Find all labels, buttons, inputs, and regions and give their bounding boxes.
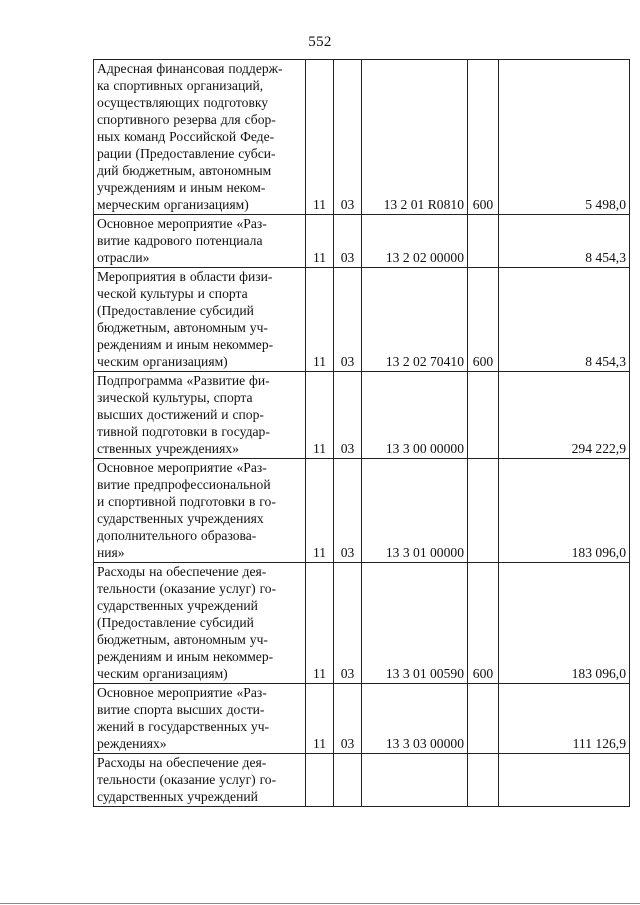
item-name-line: высших достижений и спор- (97, 407, 264, 422)
subsection-cell: 03 (334, 268, 362, 372)
item-name-line: сударственных учреждений (97, 789, 258, 804)
item-name-line: дополнительного образова- (97, 528, 257, 543)
table-row (94, 754, 630, 807)
expense-type-cell (468, 372, 499, 459)
amount-cell: 183 096,0 (499, 459, 630, 563)
item-name-line: реждениям и иным некоммер- (97, 337, 274, 352)
item-name-line: (Предоставление субсидий (97, 303, 254, 318)
expense-type-cell (468, 215, 499, 268)
item-name-line: спортивного резерва для сбор- (97, 112, 276, 127)
item-name-line: ственных учреждениях» (97, 441, 239, 456)
budget-table (93, 59, 630, 807)
item-name-line: бюджетным, автономным уч- (97, 632, 268, 647)
item-name-line: осуществляющих подготовку (97, 95, 269, 110)
item-name-line: ческой культуры и спорта (97, 286, 248, 301)
table-row (94, 268, 630, 372)
item-name-line: (Предоставление субсидий (97, 615, 254, 630)
item-name-line: Расходы на обеспечение дея- (97, 755, 267, 770)
item-name-cell (94, 372, 306, 459)
item-name-line: ческим организациям) (97, 666, 228, 681)
section-cell: 11 (306, 215, 334, 268)
item-name-line: мерческим организациям) (97, 197, 249, 212)
item-name-line: бюджетным, автономным уч- (97, 320, 268, 335)
section-cell: 11 (306, 684, 334, 754)
item-name-line: тивной подготовки в государ- (97, 424, 270, 439)
subsection-cell (334, 754, 362, 807)
page-number: 552 (308, 34, 332, 50)
item-name-line: Подпрограмма «Развитие фи- (97, 373, 270, 388)
target-article-cell: 13 2 02 70410 (362, 268, 468, 372)
amount-cell: 294 222,9 (499, 372, 630, 459)
item-name-line: ческим организациям) (97, 354, 228, 369)
item-name-line: дий бюджетным, автономным (97, 163, 272, 178)
amount-cell: 8 454,3 (499, 268, 630, 372)
section-cell: 11 (306, 563, 334, 684)
table-row (94, 459, 630, 563)
item-name-line: сударственных учреждений (97, 598, 258, 613)
expense-type-cell (468, 459, 499, 563)
item-name-line: учреждениям и иным неком- (97, 180, 266, 195)
section-cell: 11 (306, 60, 334, 215)
target-article-cell: 13 3 01 00000 (362, 459, 468, 563)
subsection-cell: 03 (334, 215, 362, 268)
item-name-line: витие спорта высших дости- (97, 702, 265, 717)
section-cell: 11 (306, 372, 334, 459)
target-article-cell: 13 2 01 R0810 (362, 60, 468, 215)
table-row (94, 60, 630, 215)
item-name-line: Мероприятия в области физи- (97, 269, 273, 284)
item-name-line: тельности (оказание услуг) го- (97, 581, 277, 596)
item-name-line: Основное мероприятие «Раз- (97, 216, 267, 231)
amount-cell: 8 454,3 (499, 215, 630, 268)
target-article-cell: 13 2 02 00000 (362, 215, 468, 268)
item-name-line: тельности (оказание услуг) го- (97, 772, 277, 787)
item-name-line: витие кадрового потенциала (97, 233, 263, 248)
item-name-cell (94, 563, 306, 684)
item-name-line: отрасли» (97, 250, 150, 265)
item-name-line: Адресная финансовая поддерж- (97, 61, 283, 76)
item-name-line: реждениях» (97, 736, 167, 751)
subsection-cell: 03 (334, 684, 362, 754)
item-name-line: реждениям и иным некоммер- (97, 649, 274, 664)
item-name-line: ных команд Российской Феде- (97, 129, 275, 144)
table-row (94, 563, 630, 684)
expense-type-cell (468, 754, 499, 807)
amount-cell: 111 126,9 (499, 684, 630, 754)
item-name-cell (94, 459, 306, 563)
expense-type-cell: 600 (468, 60, 499, 215)
subsection-cell: 03 (334, 372, 362, 459)
item-name-line: Расходы на обеспечение дея- (97, 564, 267, 579)
item-name-line: витие предпрофессиональной (97, 477, 271, 492)
table-row (94, 684, 630, 754)
section-cell (306, 754, 334, 807)
subsection-cell: 03 (334, 459, 362, 563)
amount-cell: 5 498,0 (499, 60, 630, 215)
item-name-line: ния» (97, 545, 125, 560)
subsection-cell: 03 (334, 563, 362, 684)
section-cell: 11 (306, 268, 334, 372)
item-name-line: Основное мероприятие «Раз- (97, 685, 267, 700)
item-name-line: зической культуры, спорта (97, 390, 253, 405)
item-name-cell (94, 60, 306, 215)
table-row (94, 372, 630, 459)
table-row (94, 215, 630, 268)
amount-cell (499, 754, 630, 807)
item-name-line: сударственных учреждениях (97, 511, 264, 526)
expense-type-cell (468, 684, 499, 754)
target-article-cell (362, 754, 468, 807)
page-bottom-edge (0, 903, 640, 904)
expense-type-cell: 600 (468, 268, 499, 372)
item-name-cell (94, 215, 306, 268)
item-name-line: и спортивной подготовки в го- (97, 494, 276, 509)
target-article-cell: 13 3 03 00000 (362, 684, 468, 754)
target-article-cell: 13 3 01 00590 (362, 563, 468, 684)
item-name-cell (94, 684, 306, 754)
item-name-line: ка спортивных организаций, (97, 78, 264, 93)
item-name-cell (94, 268, 306, 372)
section-cell: 11 (306, 459, 334, 563)
target-article-cell: 13 3 00 00000 (362, 372, 468, 459)
item-name-line: Основное мероприятие «Раз- (97, 460, 267, 475)
table-body (94, 60, 630, 807)
amount-cell: 183 096,0 (499, 563, 630, 684)
item-name-line: жений в государственных уч- (97, 719, 270, 734)
subsection-cell: 03 (334, 60, 362, 215)
item-name-cell (94, 754, 306, 807)
expense-type-cell: 600 (468, 563, 499, 684)
item-name-line: рации (Предоставление субси- (97, 146, 276, 161)
